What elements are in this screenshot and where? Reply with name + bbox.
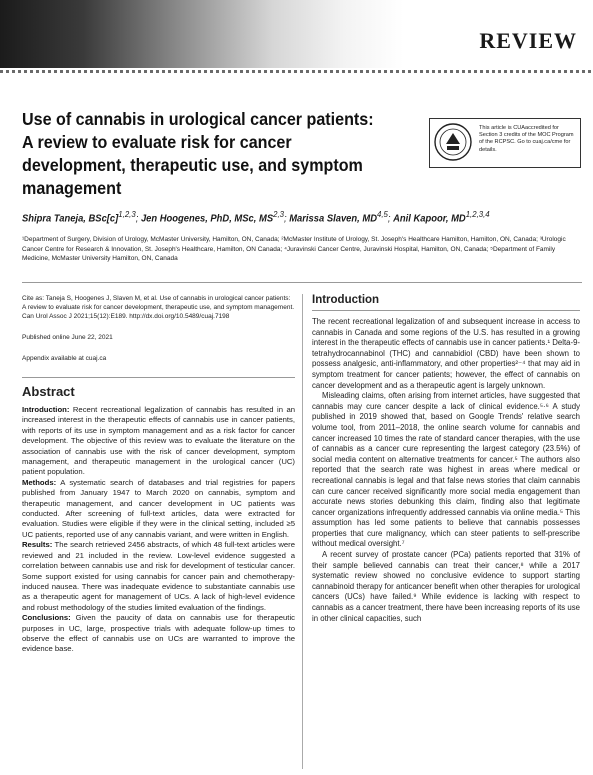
author-name: Shipra Taneja, BSc[c]: [22, 213, 119, 225]
author-name: Anil Kapoor, MD: [393, 213, 466, 225]
cme-text: This article is CUAaccredited for Section 3 credits of the MOC Program of the RCPSC. Go to cuaj.ca/cme for details.: [479, 125, 574, 153]
abstract-section-text: Recent recreational legalization of cannabis has resulted in an increased interest in the therapeutic effects of cannabis use in cancer patients, with reports of its use in symptom management and as a risk factor for cancer development. The objective of this review was to evaluate the literature on the association of cannabis use with the risk of cancer development, symptom management, and therapeutic management in the urological cancer (UC) patient population.: [22, 405, 295, 477]
cme-notice: [429, 118, 581, 168]
header-divider: [0, 70, 593, 73]
body-paragraph: A recent survey of prostate cancer (PCa) patients reported that 31% of their sample believed cannabis can treat their cancer,⁸ while a 2017 systematic review showed no conclusive evidence to support starting cannabinoid therapy for anticancer benefit when other therapies for urological cancers (UCs) have failed.⁹ While evidence is lacking with respect to cannabis as a cancer treatment, there have been increasing reports of its use in other clinical capacities, such: [312, 550, 580, 623]
divider: [312, 310, 580, 311]
affiliations: ¹Department of Surgery, Division of Urology, McMaster University, Hamilton, ON, Canada; ²McMaster Institute of Urology, St. Joseph's Healthcare Hamilton, Hamilton, ON, Canada; ³Urologic Cancer Centre for Research & Innovation, St. Joseph's Healthcare, Hamilton, ON Canada; ⁴Juravinski Cancer Centre, Juravinski Hospital, Hamilton, ON, Canada; ⁵Department of Family Medicine, McMaster University Hamilton, ON, Canada: [22, 236, 566, 262]
abstract-paragraph: [22, 540, 295, 613]
right-column: [312, 294, 580, 624]
published-date: Published online June 22, 2021: [22, 334, 113, 341]
abstract-section-text: The search retrieved 2456 abstracts, of which 48 full-text articles were reviewed and 21 included in the review. Low-level evidence suggested a correlation between cannabis use and risk for development of testicular cancer. Some support existed for using cannabis for cancer pain and chemotherapy-induced nausea. There was inadequate evidence to substantiate cannabis use as a therapeutic agent for management of UCs. A lack of high-level evidence and robust methodology of the studies limited evaluation of the findings.: [22, 540, 295, 612]
author-name: Jen Hoogenes, PhD, MSc, MS: [140, 213, 274, 225]
cua-cme-logo-icon: [433, 122, 473, 162]
citation: Cite as: Taneja S, Hoogenes J, Slaven M, et al. Use of cannabis in urological cancer patients: A review to evaluate risk for cancer development, therapeutic use, and symptom management. Can Urol Assoc J 2021;15(12):E189. http://dx.doi.org/10.5489/cuaj.7198: [22, 295, 295, 320]
left-column: [22, 294, 295, 655]
abstract-section-text: A systematic search of databases and trial registries for papers published from January 1947 to March 2020 on cannabis, symptom and therapeutic management, and cancer development in UC patients was conducted. After screening of full-text articles, data were extracted for evaluation. Studies were eligible if they were in the clinical setting, included ≥5 UC patients, reported use of any cannabis variant, and were written in English.: [22, 477, 295, 539]
abstract-section-label: Results:: [22, 540, 53, 550]
author-affil-ref: 1,2,3,4: [465, 209, 490, 219]
appendix-note: Appendix available at cuaj.ca: [22, 355, 107, 362]
abstract-section-label: Introduction:: [22, 405, 70, 414]
abstract-paragraph: [22, 613, 295, 655]
divider: [22, 282, 582, 283]
introduction-heading: Introduction: [312, 294, 380, 306]
column-divider: [302, 294, 303, 769]
abstract-section-text: Given the paucity of data on cannabis use for therapeutic purposes in UC, large, prospective trials with adequate follow-up times to observe the effect of cannabis use on UCs are warranted to improve the evidence base.: [22, 613, 295, 654]
abstract-heading: Abstract: [22, 377, 295, 399]
abstract-paragraph: [22, 478, 295, 540]
author-list: Shipra Taneja, $BSc[c]^{1,2,3}$; Jen Hoogenes, PhD, MSc, MS$^{2,3}$; Marissa Slaven, MD$^{4,5}$; Anil Kapoor, MD$^{1,2,3,4}$: [22, 209, 490, 225]
abstract-paragraph: [22, 405, 295, 478]
author-affil-ref: 2,3: [273, 209, 284, 219]
author-affil-ref: 1,2,3: [118, 209, 136, 219]
section-label: REVIEW: [479, 28, 577, 53]
body-paragraph: The recent recreational legalization of and subsequent increase in access to cannabis in Canada and some regions of the U.S. has resulted in a growing interest in the therapeutic effects of cannabis use in cancer patients.¹ Delta-9-tetrahydrocannabinol (THC) and cannabidiol (CBD) have been shown to possess analgesic, anti-inflammatory, and other properties²⁻⁴ that may aid in symptom treatment for cancer patients; however, the effect of cannabis on cancer development and as a therapeutic agent is largely unknown.: [312, 317, 580, 390]
introduction-body: [312, 317, 580, 624]
article-title: Use of cannabis in urological cancer patients: A review to evaluate risk for cancer development, therapeutic use, and symptom management: [22, 109, 374, 198]
abstract-body: [22, 405, 295, 655]
body-paragraph: Misleading claims, often arising from internet articles, have suggested that cannabis may cure cancer despite a lack of clinical evidence.⁵·⁶ A study published in 2019 showed that, based on Google Trends' relative search volume tool, from 2011–2018, the online search volume for cannabis and cancer increased 10 times the rate of standard cancer therapies, with the use of cannabis as a cancer cure representing the largest category (23.5%) of social media content on alternative treatments for cancer.⁵ The authors also reported that the search rate was highest in areas where medical or recreational cannabis is legal and that false news stories that claim cannabis can cure cancer received significantly more social media engagement than accurate news stories debunking this claim, finding also that legitimate cancer organizations infrequently addressed cannabis via online media.⁵ This assumption has led some patients to believe that cannabis possesses properties that cure malignancy, which can steer patients to self-prescribe without medical oversight.⁷: [312, 391, 580, 549]
author-affil-ref: 4,5: [376, 209, 388, 219]
author-name: Marissa Slaven, MD: [289, 213, 377, 225]
abstract-section-label: Methods:: [22, 477, 57, 487]
abstract-section-label: Conclusions:: [22, 613, 71, 623]
